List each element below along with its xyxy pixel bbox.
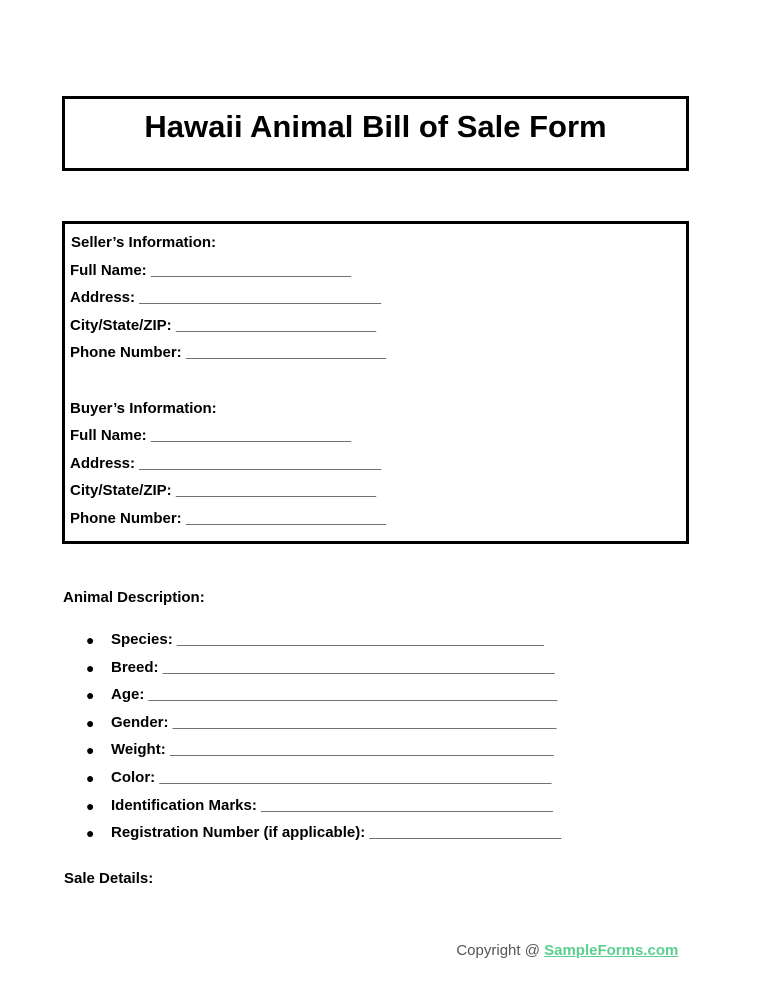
bullet-icon: ● (86, 632, 95, 648)
seller-full-name-field[interactable]: Full Name: ________________________ (70, 262, 352, 279)
list-item-breed[interactable] (86, 658, 555, 687)
list-item-age[interactable] (86, 686, 558, 714)
copyright-prefix: Copyright @ (456, 942, 545, 959)
weight-field[interactable]: Weight: ______________________________________________ (111, 741, 554, 759)
buyer-address-field[interactable]: Address: _____________________________ (70, 455, 382, 472)
bullet-icon: ● (86, 769, 95, 786)
buyer-heading: Buyer’s Information: (70, 400, 217, 417)
seller-address-field[interactable]: Address: _____________________________ (70, 289, 382, 306)
list-item-gender[interactable] (86, 713, 557, 742)
species-field[interactable]: Species: ____________________________________________ (111, 631, 544, 648)
bullet-icon: ● (86, 659, 95, 676)
buyer-phone-field[interactable]: Phone Number: ________________________ (70, 510, 387, 527)
seller-heading: Seller’s Information: (71, 234, 217, 251)
list-item-species[interactable] (86, 631, 544, 659)
animal-description-heading: Animal Description: (63, 589, 205, 606)
buyer-city-state-zip-field[interactable]: City/State/ZIP: ________________________ (70, 482, 377, 499)
copyright-footer (448, 924, 678, 960)
title-box (62, 96, 689, 171)
bullet-icon: ● (86, 825, 95, 842)
bullet-icon: ● (86, 797, 95, 814)
seller-city-state-zip-field[interactable]: City/State/ZIP: ________________________ (70, 317, 377, 334)
sale-details-heading: Sale Details: (64, 870, 154, 887)
form-title: Hawaii Animal Bill of Sale Form (144, 109, 607, 144)
buyer-full-name-field[interactable]: Full Name: ________________________ (70, 427, 352, 444)
gender-field[interactable]: Gender: ______________________________________________ (111, 713, 557, 731)
party-information-box (62, 221, 689, 544)
list-item-registration-number[interactable] (86, 824, 562, 852)
animal-description-list (86, 631, 562, 852)
bullet-icon: ● (86, 687, 95, 704)
identification-marks-field[interactable]: Identification Marks: ___________________________________ (111, 796, 554, 814)
breed-field[interactable]: Breed: _______________________________________________ (111, 658, 555, 676)
list-item-identification-marks[interactable] (86, 796, 554, 825)
list-item-color[interactable] (86, 768, 552, 797)
seller-phone-field[interactable]: Phone Number: ________________________ (70, 344, 387, 361)
age-field[interactable]: Age: _________________________________________________ (111, 686, 558, 704)
bullet-icon: ● (86, 742, 95, 759)
color-field[interactable]: Color: _______________________________________________ (111, 768, 552, 786)
bullet-icon: ● (86, 714, 95, 731)
list-item-weight[interactable] (86, 741, 554, 769)
registration-number-field[interactable]: Registration Number (if applicable): _______________________ (111, 824, 562, 842)
sampleforms-link[interactable]: SampleForms.com (544, 942, 679, 959)
